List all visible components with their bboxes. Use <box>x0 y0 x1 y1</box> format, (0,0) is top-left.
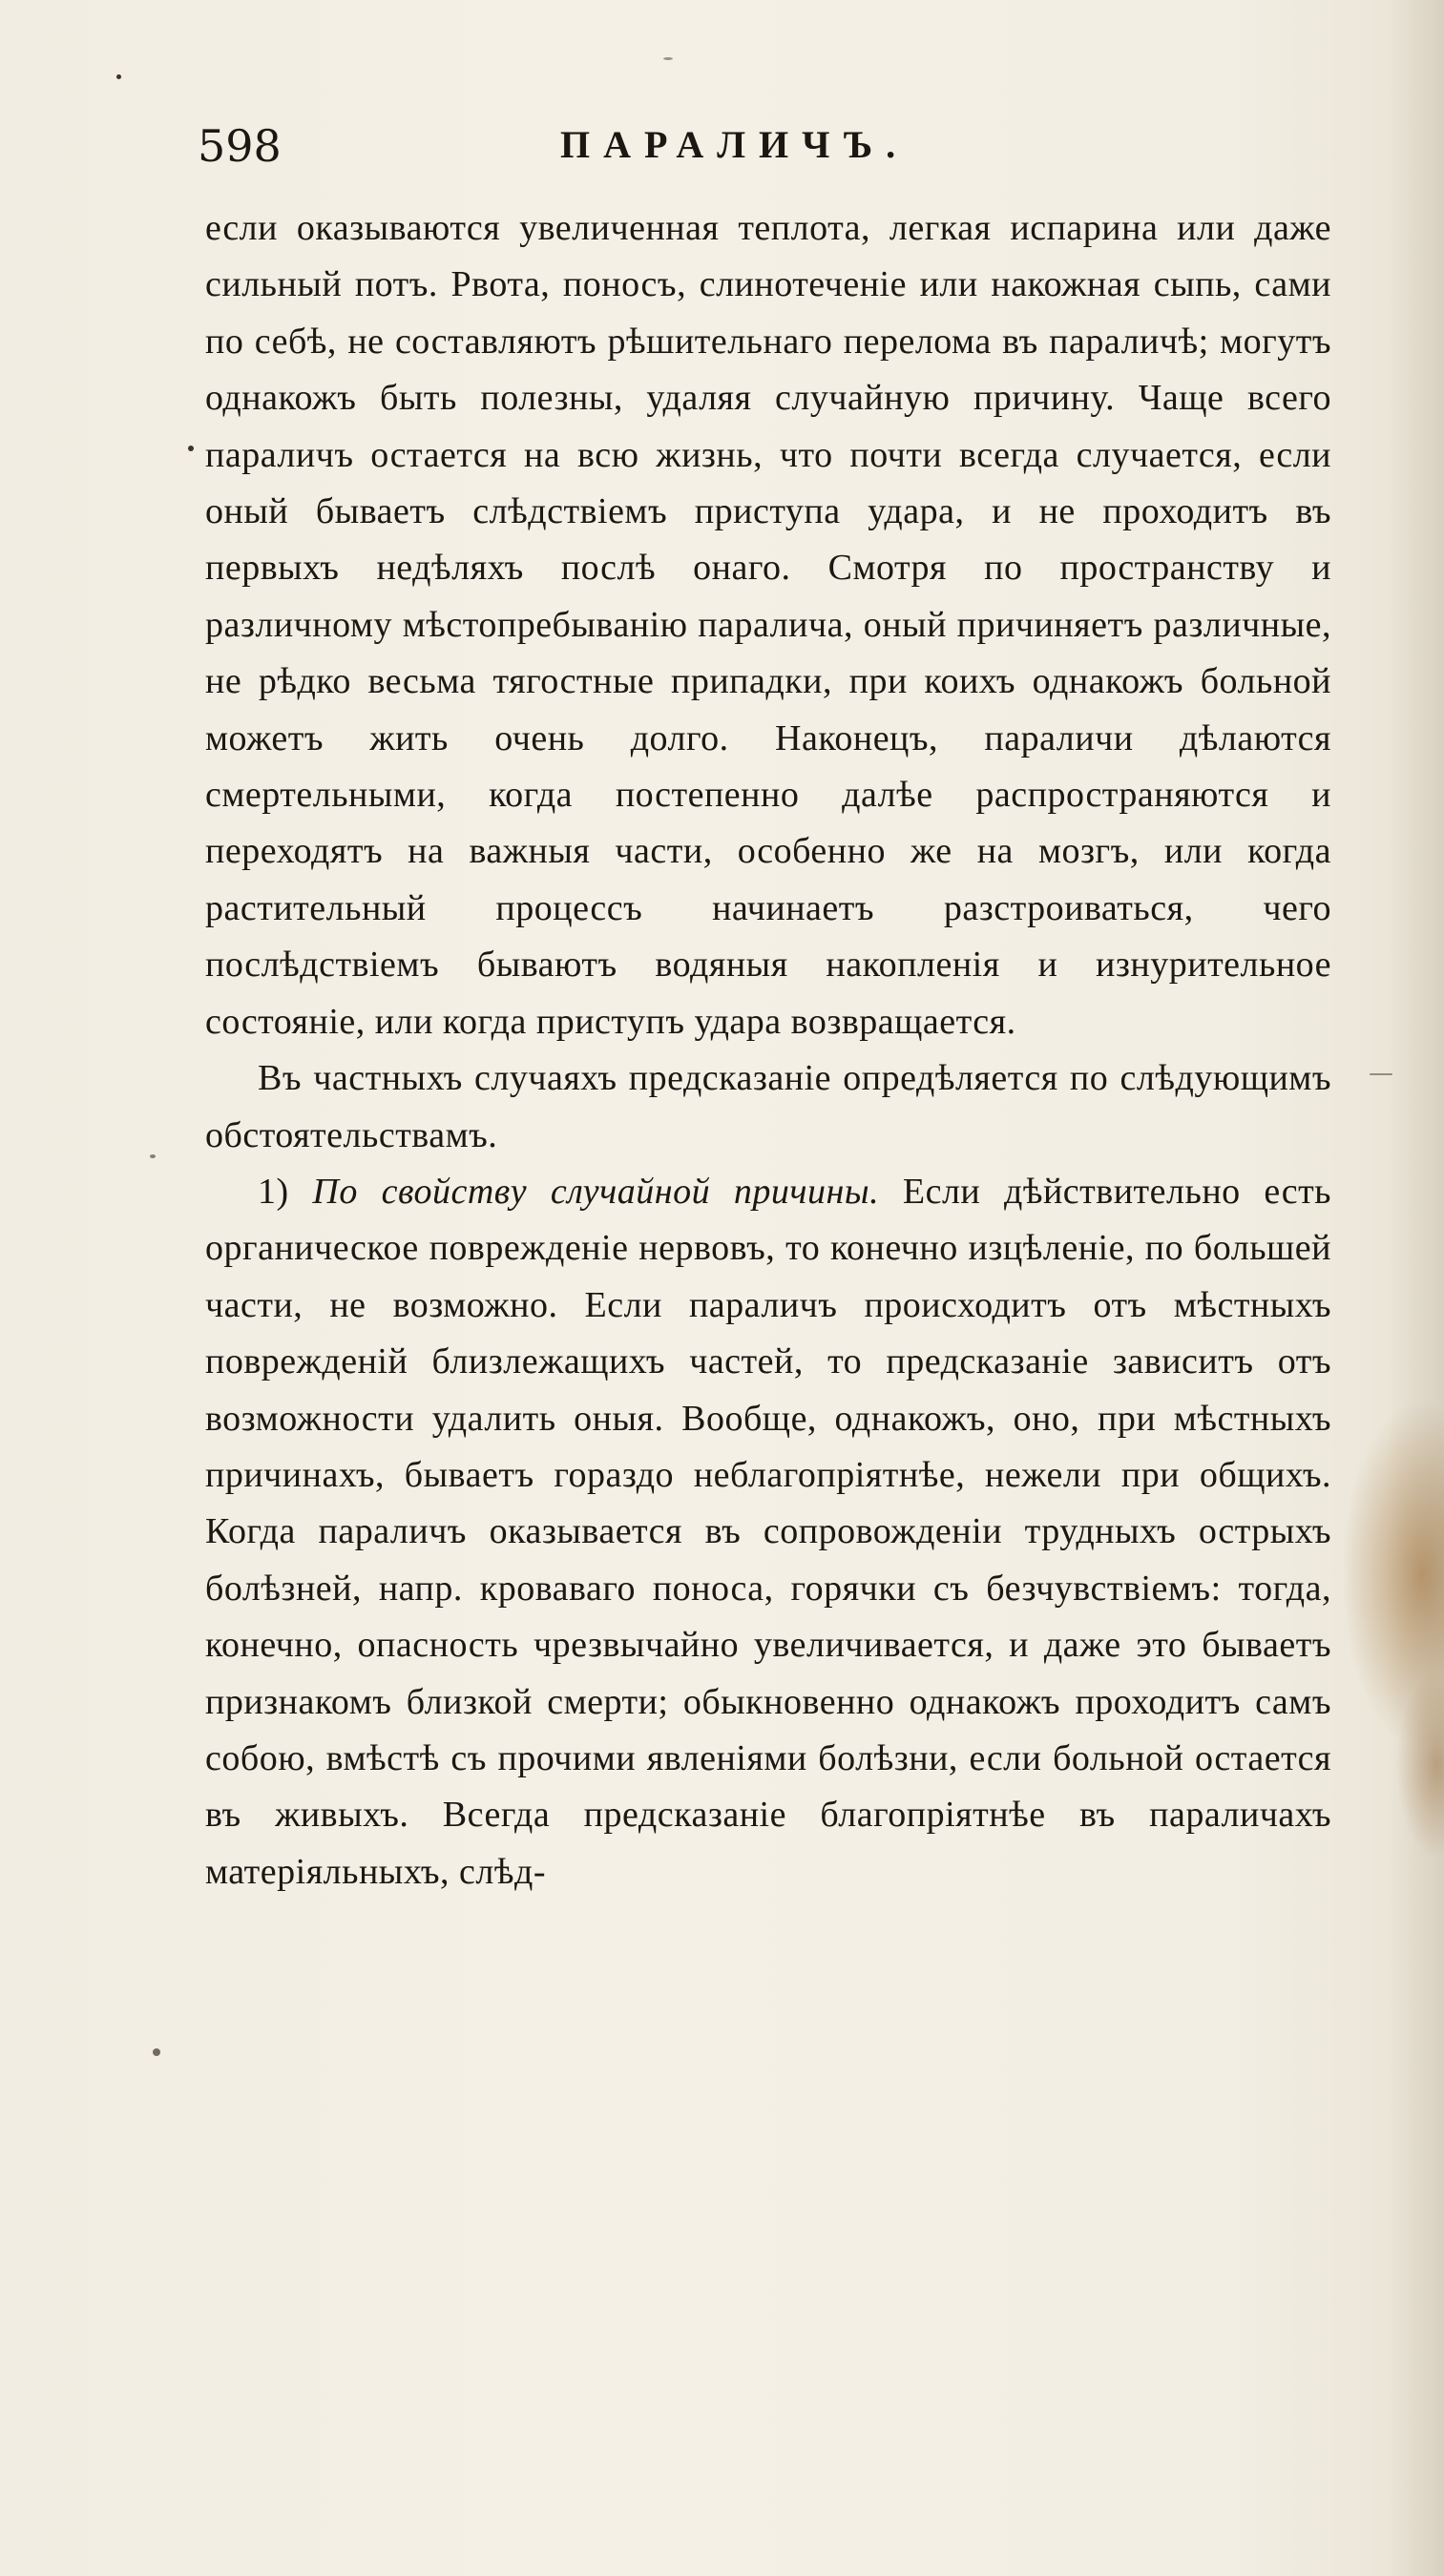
page-number: 598 <box>198 120 282 172</box>
running-head: ПАРАЛИЧЪ. <box>560 123 910 166</box>
paragraph-prognosis-general <box>205 200 1331 1050</box>
paragraph-cause <box>205 1164 1331 1901</box>
ink-speck <box>153 2048 160 2056</box>
ink-speck <box>116 74 121 79</box>
paragraph-text: Если дѣйствительно есть органическое поврежденіе нервовъ, то конечно изцѣленіе, по большей части, не возможно. Если параличъ происходитъ отъ мѣстныхъ поврежденій близлежащихъ частей, то предсказаніе зависитъ отъ возможности удалить оныя. Вообще, однакожъ, оно, при мѣстныхъ причинахъ, бываетъ гораздо неблагопріятнѣе, нежели при общихъ. Когда параличъ оказывается въ сопровожденіи трудныхъ острыхъ болѣзней, напр. кроваваго поноса, горячки съ безчувствіемъ: тогда, конечно, опасность чрезвычайно увеличивается, и даже это бываетъ признакомъ близкой смерти; обыкновенно однакожъ проходитъ самъ собою, вмѣстѣ съ прочими явленіями болѣзни, если больной остается въ живыхъ. Всегда предсказаніе благопріятнѣе въ параличахъ матеріяльныхъ, слѣд- <box>205 1171 1332 1892</box>
page-edge-shadow <box>1387 0 1444 2576</box>
item-heading: По свойству случайной причины. <box>312 1171 880 1212</box>
paragraph-prognosis-particular <box>205 1050 1331 1164</box>
item-number: 1) <box>258 1171 289 1212</box>
ink-speck <box>150 1154 156 1158</box>
paragraph-text: если оказываются увеличенная теплота, легкая испарина или даже сильный потъ. Рвота, поносъ, слинотеченіе или накожная сыпь, сами по себѣ, не составляютъ рѣшительнаго перелома въ параличѣ; могутъ однакожъ быть полезны, удаляя случайную причину. Чаще всего параличъ остается на всю жизнь, что почти всегда случается, если оный бываетъ слѣдствіемъ приступа удара, и не проходитъ въ первыхъ недѣляхъ послѣ онаго. Смотря по пространству и различному мѣстопребыванію паралича, оный причиняетъ различные, не рѣдко весьма тягостные припадки, при коихъ однакожъ больной можетъ жить очень долго. Наконецъ, параличи дѣлаются смертельными, когда постепенно далѣе распространяются и переходятъ на важныя части, особенно же на мозгъ, или когда растительный процессъ начинаетъ разстроиваться, чего послѣдствіемъ бываютъ водяныя накопленія и изнурительное состояніе, или когда приступъ удара возвращается. <box>205 208 1331 1042</box>
ink-speck <box>663 57 673 60</box>
ink-speck <box>1370 1073 1392 1075</box>
paragraph-text: Въ частныхъ случаяхъ предсказаніе опредѣляется по слѣдующимъ обстоятельствамъ. <box>205 1058 1331 1155</box>
ink-speck <box>188 446 194 451</box>
page-header <box>198 120 1333 187</box>
body-text <box>205 200 1331 1901</box>
